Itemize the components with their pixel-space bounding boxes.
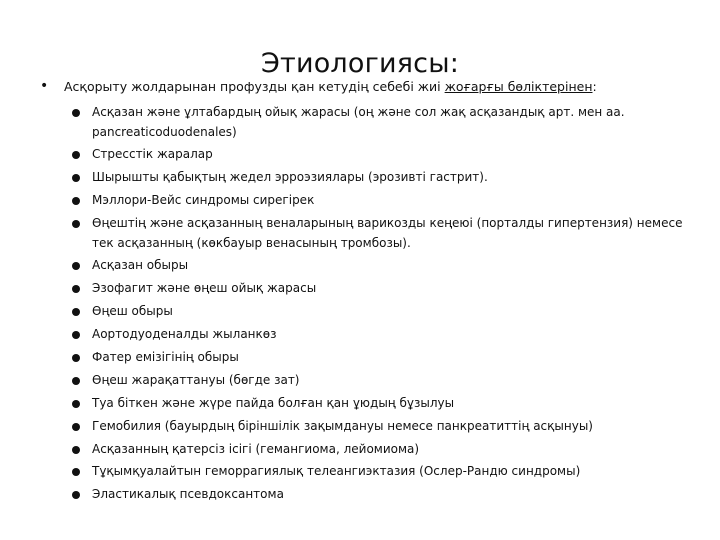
bullet-icon xyxy=(72,197,80,205)
intro-text-underlined: жоғарғы бөліктерінен xyxy=(444,79,593,94)
bullet-icon xyxy=(72,468,80,476)
list-item xyxy=(72,348,692,368)
list-item-text: Өңеш жарақаттануы (бөгде зат) xyxy=(92,372,300,387)
bullet-icon xyxy=(72,220,80,228)
list-item xyxy=(72,256,692,276)
bullet-icon xyxy=(72,377,80,385)
list-item xyxy=(72,325,692,345)
list-item-text: Асқазан және ұлтабардың ойық жарасы (оң және сол жақ асқазандық арт. мен аа. pancreaticoduodenales) xyxy=(92,105,625,139)
list-item xyxy=(72,279,692,299)
list-item-text: Стресстік жаралар xyxy=(92,147,213,162)
list-item xyxy=(72,485,692,505)
bullet-icon xyxy=(72,109,80,117)
list-item-text: Мэллори-Вейс синдромы сирегірек xyxy=(92,193,315,208)
list-item xyxy=(72,214,692,253)
list-item xyxy=(72,417,692,437)
list-item xyxy=(72,103,692,142)
bullet-icon xyxy=(72,262,80,270)
list-item-text: Асқазан обыры xyxy=(92,258,189,273)
list-item-text: Шырышты қабықтың жедел эрроэзиялары (эрозивті гастрит). xyxy=(92,170,488,185)
list-item xyxy=(72,302,692,322)
intro-text-after: : xyxy=(592,79,597,94)
list-item-text: Эластикалық псевдоксантома xyxy=(92,487,284,502)
list-item-text: Аортодуоденалды жыланкөз xyxy=(92,327,277,342)
slide-title: Этиологиясы: xyxy=(260,48,460,80)
list-item xyxy=(72,145,692,165)
list-item-text: Асқазанның қатерсіз ісігі (гемангиома, лейомиома) xyxy=(92,441,420,456)
intro-text xyxy=(64,78,597,95)
intro-text-before: Асқорыту жолдарынан профузды қан кетудің себебі жиі xyxy=(64,79,445,94)
bullet-icon xyxy=(72,423,80,431)
list-item-text: Өңештің және асқазанның веналарының варикозды кеңеюі (порталды гипертензия) немесе тек асқазанның (көкбауыр венасының тромбозы). xyxy=(92,216,683,250)
bullet-icon xyxy=(72,400,80,408)
list-item-text: Фатер емізігінің обыры xyxy=(92,350,239,365)
bullet-icon xyxy=(72,354,80,362)
bullet-icon xyxy=(72,285,80,293)
bullet-icon xyxy=(72,331,80,339)
list-item-text: Тұқымқуалайтын геморрагиялық телеангиэктазия (Ослер-Рандю синдромы) xyxy=(92,464,581,479)
bullet-icon xyxy=(72,446,80,454)
cause-list xyxy=(72,103,692,508)
list-item xyxy=(72,394,692,414)
bullet-icon xyxy=(72,151,80,159)
list-item-text: Эзофагит және өңеш ойық жарасы xyxy=(92,281,317,296)
list-item-text: Туа біткен және жүре пайда болған қан ұюдың бұзылуы xyxy=(92,395,455,410)
intro-bullet: • xyxy=(40,78,49,94)
list-item xyxy=(72,168,692,188)
bullet-icon xyxy=(72,174,80,182)
list-item xyxy=(72,440,692,460)
bullet-icon xyxy=(72,308,80,316)
list-item xyxy=(72,371,692,391)
list-item xyxy=(72,462,692,482)
list-item xyxy=(72,191,692,211)
bullet-icon xyxy=(72,491,80,499)
list-item-text: Гемобилия (бауырдың біріншілік зақымдануы немесе панкреатиттің асқынуы) xyxy=(92,418,593,433)
list-item-text: Өңеш обыры xyxy=(92,304,173,319)
